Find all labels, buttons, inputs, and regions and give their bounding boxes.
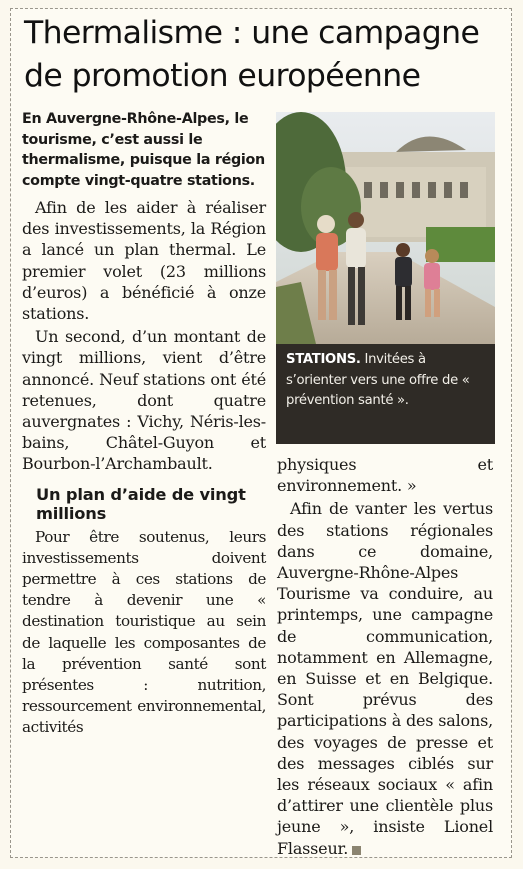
- right-column: [277, 454, 493, 859]
- article-headline: Thermalisme : une campagne de promotion européenne: [24, 15, 480, 94]
- end-of-article-mark: [352, 846, 361, 855]
- article-subhead: Un plan d’aide de vingt millions: [36, 484, 246, 523]
- caption-keyword: STATIONS.: [286, 352, 361, 367]
- paragraph-4: physiques et environnement. »: [277, 455, 493, 496]
- paragraph-2: Un second, d’un montant de vingt millions, vient d’être annoncé. Neuf stations ont été retenues, dont quatre auvergnates : Vichy, Néris-les-bains, Châtel-Guyon et Bourbon-l’Archambault.: [22, 327, 266, 474]
- article-lead: En Auvergne-Rhône-Alpes, le tourisme, c’est aussi le thermalisme, puisque la région compte vingt-quatre stations.: [22, 111, 265, 189]
- paragraph-5-wrapper: [277, 498, 493, 858]
- paragraph-3: Pour être soutenus, leurs investissements doivent permettre à ces stations de tendre à devenir une « destination touristique au sein de laquelle les composantes de la prévention santé sont présentes : nutrition, ressourcement environnemental, activités: [22, 527, 266, 737]
- paragraph-1: Afin de les aider à réaliser des investissements, la Région a lancé un plan thermal. Le premier volet (23 millions d’euros) a bénéficié à onze stations.: [22, 198, 266, 324]
- caption-text: Invitées à s’orienter vers une offre de « prévention santé ».: [286, 352, 470, 408]
- article-photo: [276, 112, 495, 444]
- paragraph-5: Afin de vanter les vertus des stations régionales dans ce domaine, Auvergne-Rhône-Alpes Tourisme va conduire, au printemps, une campagne de communication, notamment en Allemagne, en Suisse et en Belgique. Sont prévus des participations à des salons, des voyages de presse et des messages ciblés sur les réseaux sociaux « afin d’attirer une clientèle plus jeune », insiste Lionel Flasseur.: [277, 499, 493, 858]
- photo-caption: [286, 350, 486, 412]
- left-column: [22, 109, 266, 739]
- photo-image: [276, 112, 495, 344]
